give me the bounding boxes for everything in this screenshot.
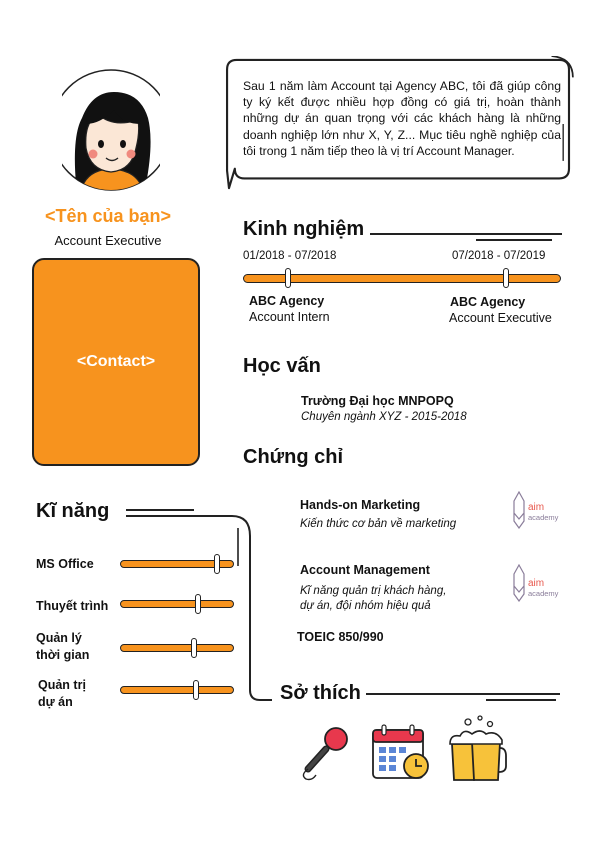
skill-4-level-handle (193, 680, 199, 700)
cert-2-title: Account Management (300, 563, 430, 577)
job-1-position: Account Intern (249, 310, 330, 324)
avatar (62, 66, 160, 194)
timeline-marker-start (285, 268, 291, 288)
skill-3-label-line1: Quản lý (36, 631, 82, 645)
cert-3-title: TOEIC 850/990 (297, 630, 384, 644)
cert-2-desc-line2: dự án, đội nhóm hiệu quả (300, 600, 431, 612)
beer-icon (446, 714, 508, 784)
timeline-marker-end (503, 268, 509, 288)
skill-4-bar (120, 686, 234, 694)
skill-2-bar (120, 600, 234, 608)
skills-heading: Kĩ năng (36, 500, 110, 522)
skill-4-label-line1: Quản trị (38, 678, 86, 692)
aim-academy-logo (512, 564, 572, 604)
school-name: Trường Đại học MNPOPQ (301, 394, 454, 408)
skill-4-label-line2: dự án (38, 695, 73, 709)
certificates-heading: Chứng chỉ (243, 446, 344, 468)
skill-1-label: MS Office (36, 557, 94, 571)
candidate-title: Account Executive (54, 233, 162, 248)
microphone-icon (300, 725, 354, 783)
skill-3-label (36, 630, 89, 664)
skill-1-level-handle (214, 554, 220, 574)
job-2-company: ABC Agency (450, 295, 526, 309)
job-1-company: ABC Agency (249, 294, 325, 308)
experience-heading-rule (370, 230, 570, 246)
hobbies-heading-rule (366, 690, 566, 706)
hobbies-heading: Sở thích (280, 682, 361, 704)
job-1-period: 01/2018 - 07/2018 (243, 250, 337, 262)
logo-subtext: academy (528, 589, 559, 598)
calendar-icon (370, 724, 432, 782)
school-detail: Chuyên ngành XYZ - 2015-2018 (301, 411, 467, 423)
experience-heading: Kinh nghiệm (243, 218, 365, 240)
skill-2-label: Thuyết trình (36, 599, 109, 613)
cert-2-desc-line1: Kĩ năng quản trị khách hàng, (300, 585, 447, 597)
logo-subtext: academy (528, 513, 559, 522)
cert-1-desc: Kiến thức cơ bản về marketing (300, 518, 457, 530)
cert-1-title: Hands-on Marketing (300, 498, 421, 512)
summary-text: Sau 1 năm làm Account tại Agency ABC, tôi đã giúp công ty ký kết được nhiều hợp đồng có giá trị, hoàn thành những dự án quan trọng với các khách hàng là những doanh nghiệp lớn như X, Y, Z... Mục tiêu nghề nghiệp của tôi trong 1 năm tiếp theo là vị trí Account Manager. (243, 79, 561, 158)
skill-3-level-handle (191, 638, 197, 658)
job-2-period: 07/2018 - 07/2019 (452, 250, 546, 262)
skill-3-label-line2: thời gian (36, 648, 90, 662)
rocket-icon (512, 491, 526, 529)
logo-text: aim (528, 502, 545, 513)
skill-3-bar (120, 644, 234, 652)
contact-label: <Contact> (76, 353, 156, 370)
skill-2-level-handle (195, 594, 201, 614)
education-heading: Học vấn (243, 355, 321, 377)
rocket-icon (512, 564, 526, 602)
candidate-name: <Tên của bạn> (44, 206, 172, 226)
logo-text: aim (528, 578, 545, 589)
contact-box (32, 258, 200, 466)
job-2-position: Account Executive (449, 311, 552, 325)
skill-4-label (38, 677, 86, 711)
aim-academy-logo (512, 491, 572, 531)
